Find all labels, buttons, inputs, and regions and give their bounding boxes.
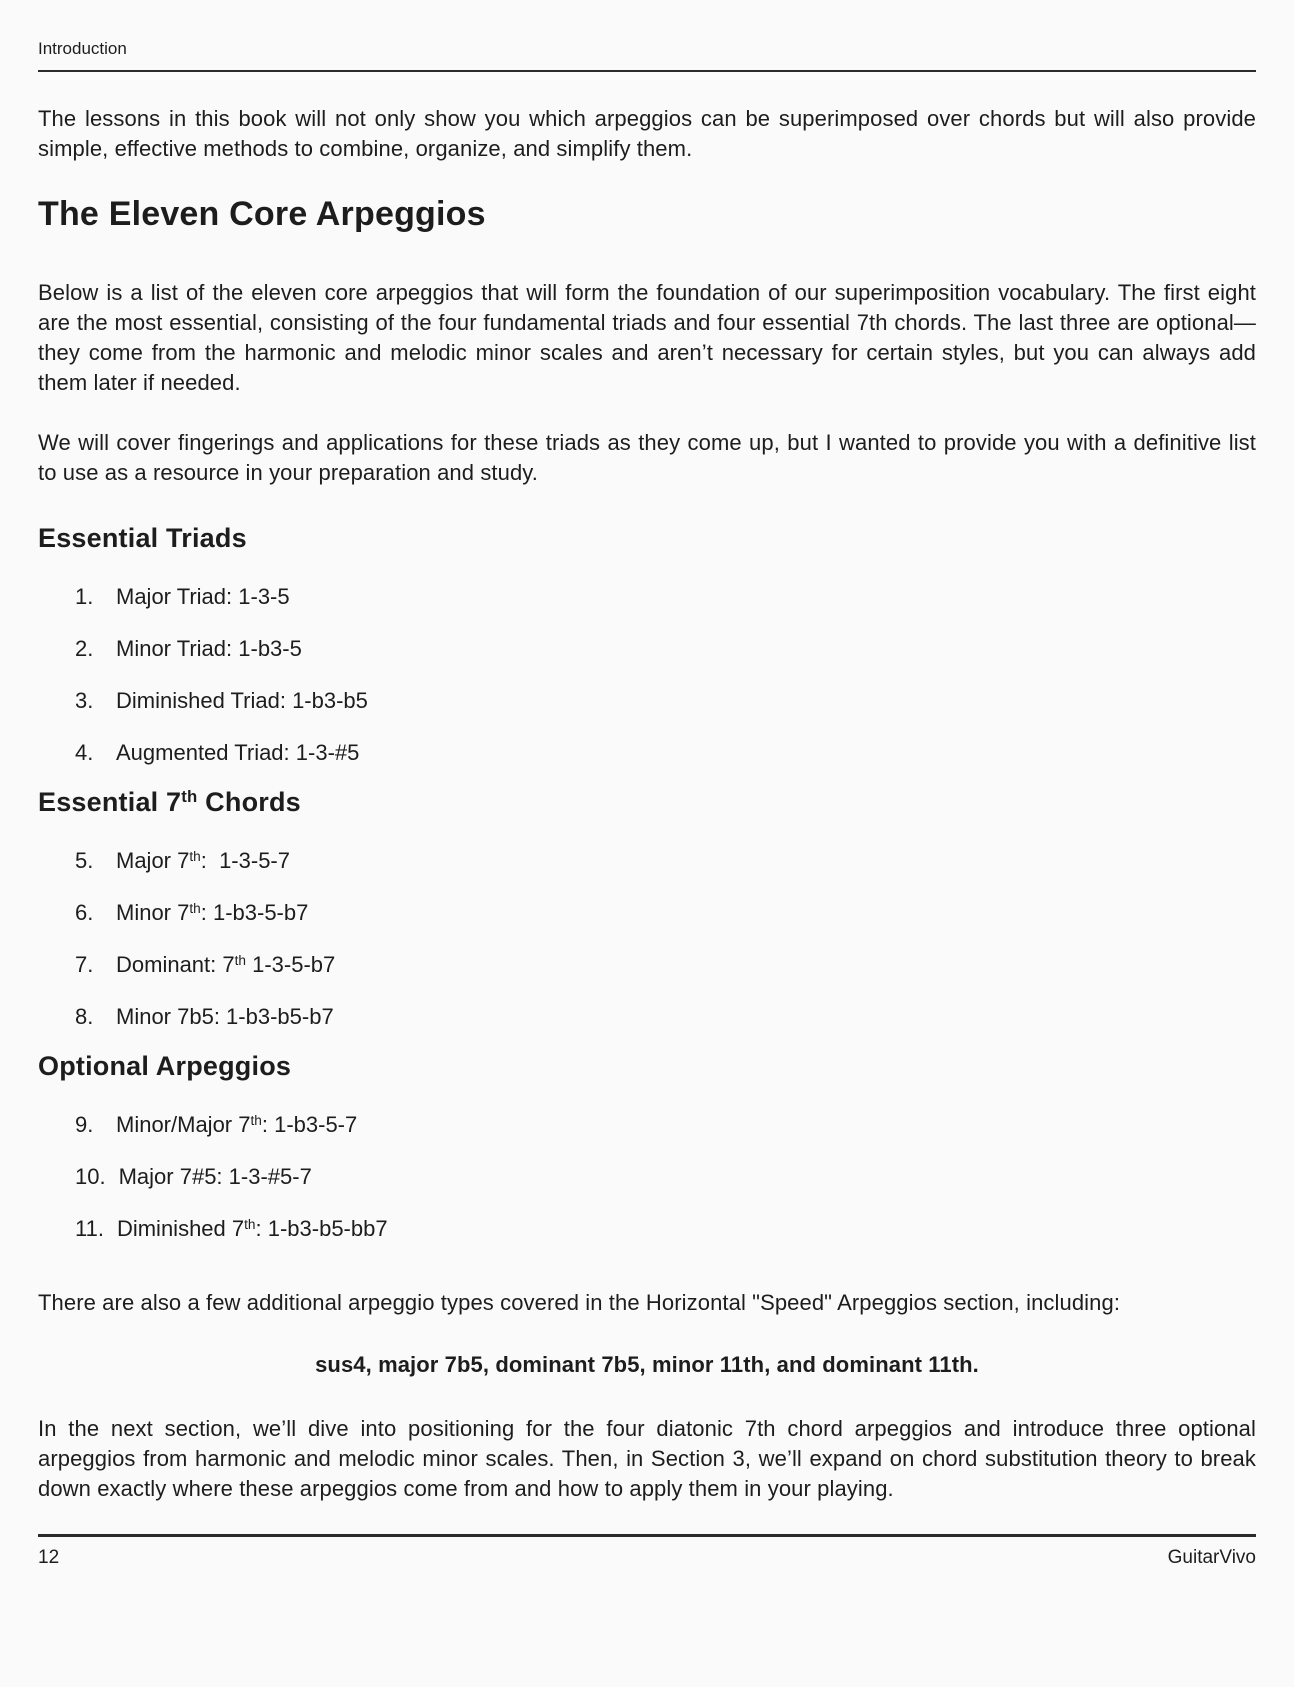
list-item [38,582,1256,612]
item-text: Minor 7 [116,900,190,925]
list-item-number: 8. [75,1004,94,1029]
item-text: Augmented Triad: 1-3-#5 [116,740,360,765]
item-text: : 1-b3-5-b7 [200,900,309,925]
item-text: Dominant: 7 [116,952,235,977]
running-header [38,38,1256,72]
page-footer [38,1534,1256,1570]
list-item-number: 3. [75,688,94,713]
list-item [38,1002,1256,1032]
list-item-text [116,634,302,664]
item-text: : 1-b3-b5-bb7 [255,1216,388,1241]
item-text: : 1-3-5-7 [200,848,290,873]
list-item-number: 1. [75,584,94,609]
list-item-text [119,1162,312,1192]
list-item-text [116,738,359,768]
page-body [38,104,1256,1504]
heading-essential-7th-chords [38,786,1256,818]
overview-paragraph: Below is a list of the eleven core arpeggios that will form the foundation of our superimposition vocabulary. The first eight are the most essential, consisting of the four fundamental triads and four essential 7th chords. The last three are optional—they come from the harmonic and melodic minor scales and aren’t necessary for certain styles, but you can always add them later if needed. [38,280,1256,395]
item-text: Diminished 7 [116,1216,245,1241]
list-item [38,950,1256,980]
list-item-number: 10. [75,1164,106,1189]
intro-paragraph: The lessons in this book will not only show you which arpeggios can be superimposed over chords but will also provide simple, effective methods to combine, organize, and simplify them. [38,106,1256,161]
item-superscript: th [234,952,246,968]
list-item-number: 11. [75,1216,104,1241]
running-header-label: Introduction [38,39,127,58]
list-item [38,846,1256,876]
list-item-number: 2. [75,636,94,661]
list-item-number: 5. [75,848,94,873]
list-item-number: 7. [75,952,94,977]
list-item-text [116,898,308,928]
list-item [38,738,1256,768]
additional-note-paragraph: There are also a few additional arpeggio types covered in the Horizontal "Speed" Arpeggios section, including: [38,1290,1121,1315]
page-title: The Eleven Core Arpeggios [38,195,486,233]
item-text: Minor/Major 7 [116,1112,251,1137]
list-item-text [116,846,290,876]
arpeggio-types-line: sus4, major 7b5, dominant 7b5, minor 11th, and dominant 11th. [315,1352,979,1377]
item-text: 1-3-5-b7 [246,952,336,977]
item-superscript: th [189,900,201,916]
list-item-number: 6. [75,900,94,925]
list-item [38,1214,1256,1244]
list-item [38,1110,1256,1140]
heading-text: Chords [197,787,301,817]
list-item [38,1162,1256,1192]
heading-superscript: th [181,786,198,806]
page-number: 12 [38,1547,60,1568]
essential-triads-list [38,582,1256,768]
list-item [38,634,1256,664]
list-item-text [116,1110,357,1140]
item-text: Diminished Triad: 1-b3-b5 [116,688,368,713]
essential-7th-chords-list [38,846,1256,1032]
item-superscript: th [189,848,201,864]
list-item-text [116,582,290,612]
item-text: Major Triad: 1-3-5 [116,584,290,609]
list-item-text [116,1002,334,1032]
heading-text: Optional Arpeggios [38,1051,292,1081]
list-item [38,898,1256,928]
list-item-text [116,950,335,980]
list-item-number: 4. [75,740,94,765]
optional-arpeggios-list [38,1110,1256,1244]
fingerings-paragraph: We will cover fingerings and applications for these triads as they come up, but I wanted to provide you with a definitive list to use as a resource in your preparation and study. [38,430,1256,485]
heading-essential-triads [38,522,1256,554]
brand-name: GuitarVivo [1167,1547,1256,1568]
list-item-number: 9. [75,1112,94,1137]
heading-optional-arpeggios [38,1050,1256,1082]
heading-text: Essential Triads [38,523,247,553]
item-text: Minor Triad: 1-b3-5 [116,636,302,661]
item-text: : 1-b3-5-7 [261,1112,358,1137]
item-superscript: th [250,1112,262,1128]
item-superscript: th [244,1216,256,1232]
list-item [38,686,1256,716]
heading-text: Essential 7 [38,787,182,817]
item-text: Major 7#5: 1-3-#5-7 [118,1164,312,1189]
closing-paragraph: In the next section, we’ll dive into positioning for the four diatonic 7th chord arpeggios and introduce three optional arpeggios from harmonic and melodic minor scales. Then, in Section 3, we’ll expand on chord substitution theory to break down exactly where these arpeggios come from and how to apply them in your playing. [38,1416,1256,1501]
list-item-text [116,686,368,716]
item-text: Major 7 [116,848,190,873]
list-item-text [117,1214,388,1244]
item-text: Minor 7b5: 1-b3-b5-b7 [116,1004,334,1029]
